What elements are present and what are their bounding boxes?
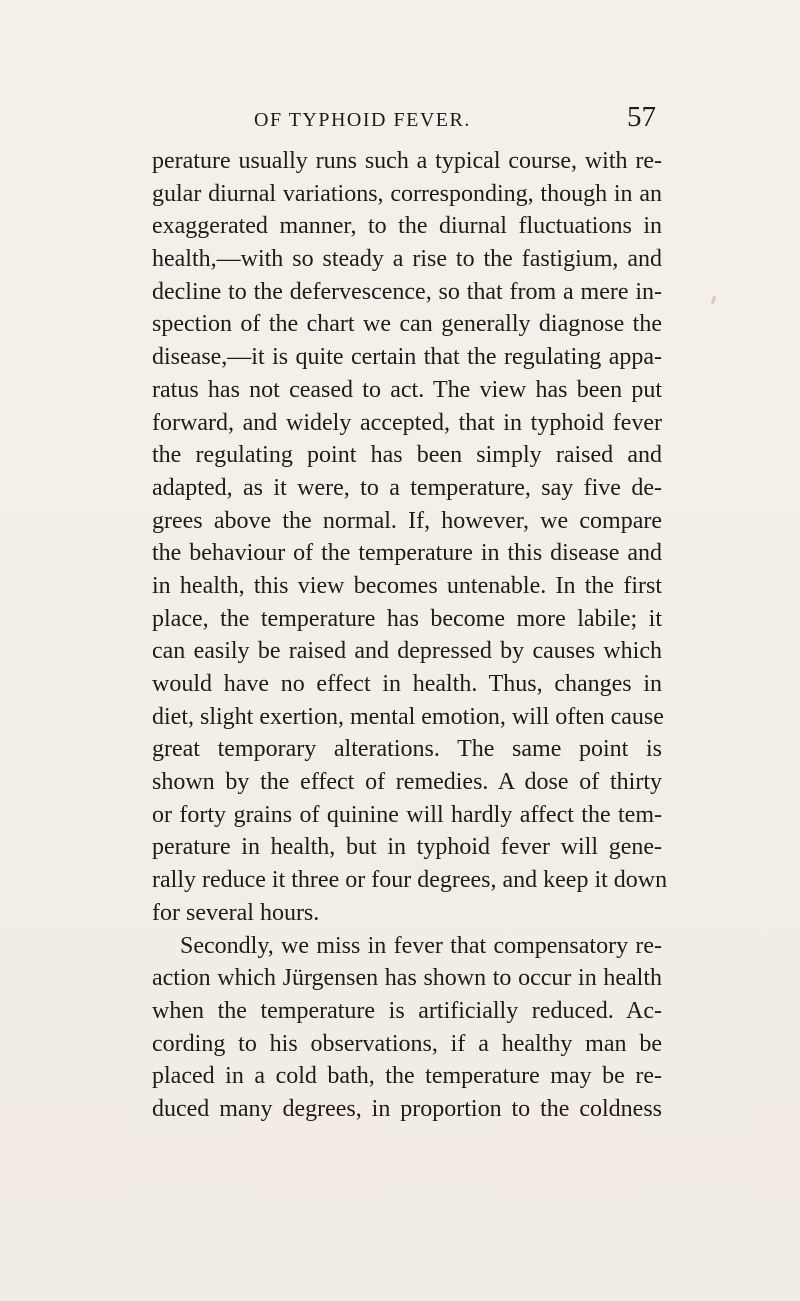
- text-line: perature usually runs such a typical course, with re-: [152, 148, 662, 174]
- text-line: ratus has not ceased to act. The view has been put: [152, 376, 662, 403]
- text-line: diet, slight exertion, mental emotion, will often cause: [152, 703, 664, 730]
- text-line: spection of the chart we can generally diagnose the: [152, 311, 662, 338]
- text-line: place, the temperature has become more labile; it: [152, 605, 662, 632]
- text-line: in health, this view becomes untenable. In the first: [152, 572, 662, 599]
- text-line: forward, and widely accepted, that in typhoid fever: [152, 409, 662, 436]
- text-line: or forty grains of quinine will hardly affect the tem-: [152, 801, 662, 828]
- text-line: duced many degrees, in proportion to the coldness: [152, 1095, 662, 1122]
- print-speck: [711, 296, 716, 305]
- text-line: great temporary alterations. The same point is: [152, 736, 662, 763]
- text-line: grees above the normal. If, however, we compare: [152, 507, 662, 534]
- paragraph-1: [152, 145, 668, 930]
- body-text: [152, 145, 668, 1126]
- text-line: placed in a cold bath, the temperature may be re-: [152, 1063, 662, 1090]
- page-number: 57: [627, 101, 656, 133]
- text-line: exaggerated manner, to the diurnal fluctuations in: [152, 213, 662, 240]
- text-line: decline to the defervescence, so that from a mere in-: [152, 278, 662, 305]
- paragraph-2: [152, 930, 662, 1126]
- text-line: gular diurnal variations, corresponding, though in an: [152, 180, 662, 207]
- text-line: adapted, as it were, to a temperature, say five de-: [152, 474, 662, 501]
- text-line: rally reduce it three or four degrees, and keep it down: [152, 867, 668, 894]
- text-line: for several hours.: [152, 899, 320, 926]
- text-line: Secondly, we miss in fever that compensatory re-: [180, 932, 662, 959]
- text-line: the behaviour of the temperature in this disease and: [152, 540, 662, 567]
- text-line: action which Jürgensen has shown to occur in health: [152, 965, 662, 992]
- text-line: the regulating point has been simply raised and: [152, 442, 662, 469]
- text-line: can easily be raised and depressed by causes which: [152, 638, 662, 665]
- text-line: disease,—it is quite certain that the regulating appa-: [152, 344, 662, 371]
- text-line: when the temperature is artificially reduced. Ac-: [152, 997, 662, 1024]
- text-line: cording to his observations, if a healthy man be: [152, 1030, 662, 1057]
- text-line: perature in health, but in typhoid fever will gene-: [152, 834, 662, 861]
- running-title: OF TYPHOID FEVER.: [254, 109, 471, 131]
- text-line: health,—with so steady a rise to the fastigium, and: [152, 246, 662, 273]
- running-head: [226, 103, 656, 137]
- text-line: shown by the effect of remedies. A dose of thirty: [152, 769, 662, 796]
- text-line: would have no effect in health. Thus, changes in: [152, 671, 662, 697]
